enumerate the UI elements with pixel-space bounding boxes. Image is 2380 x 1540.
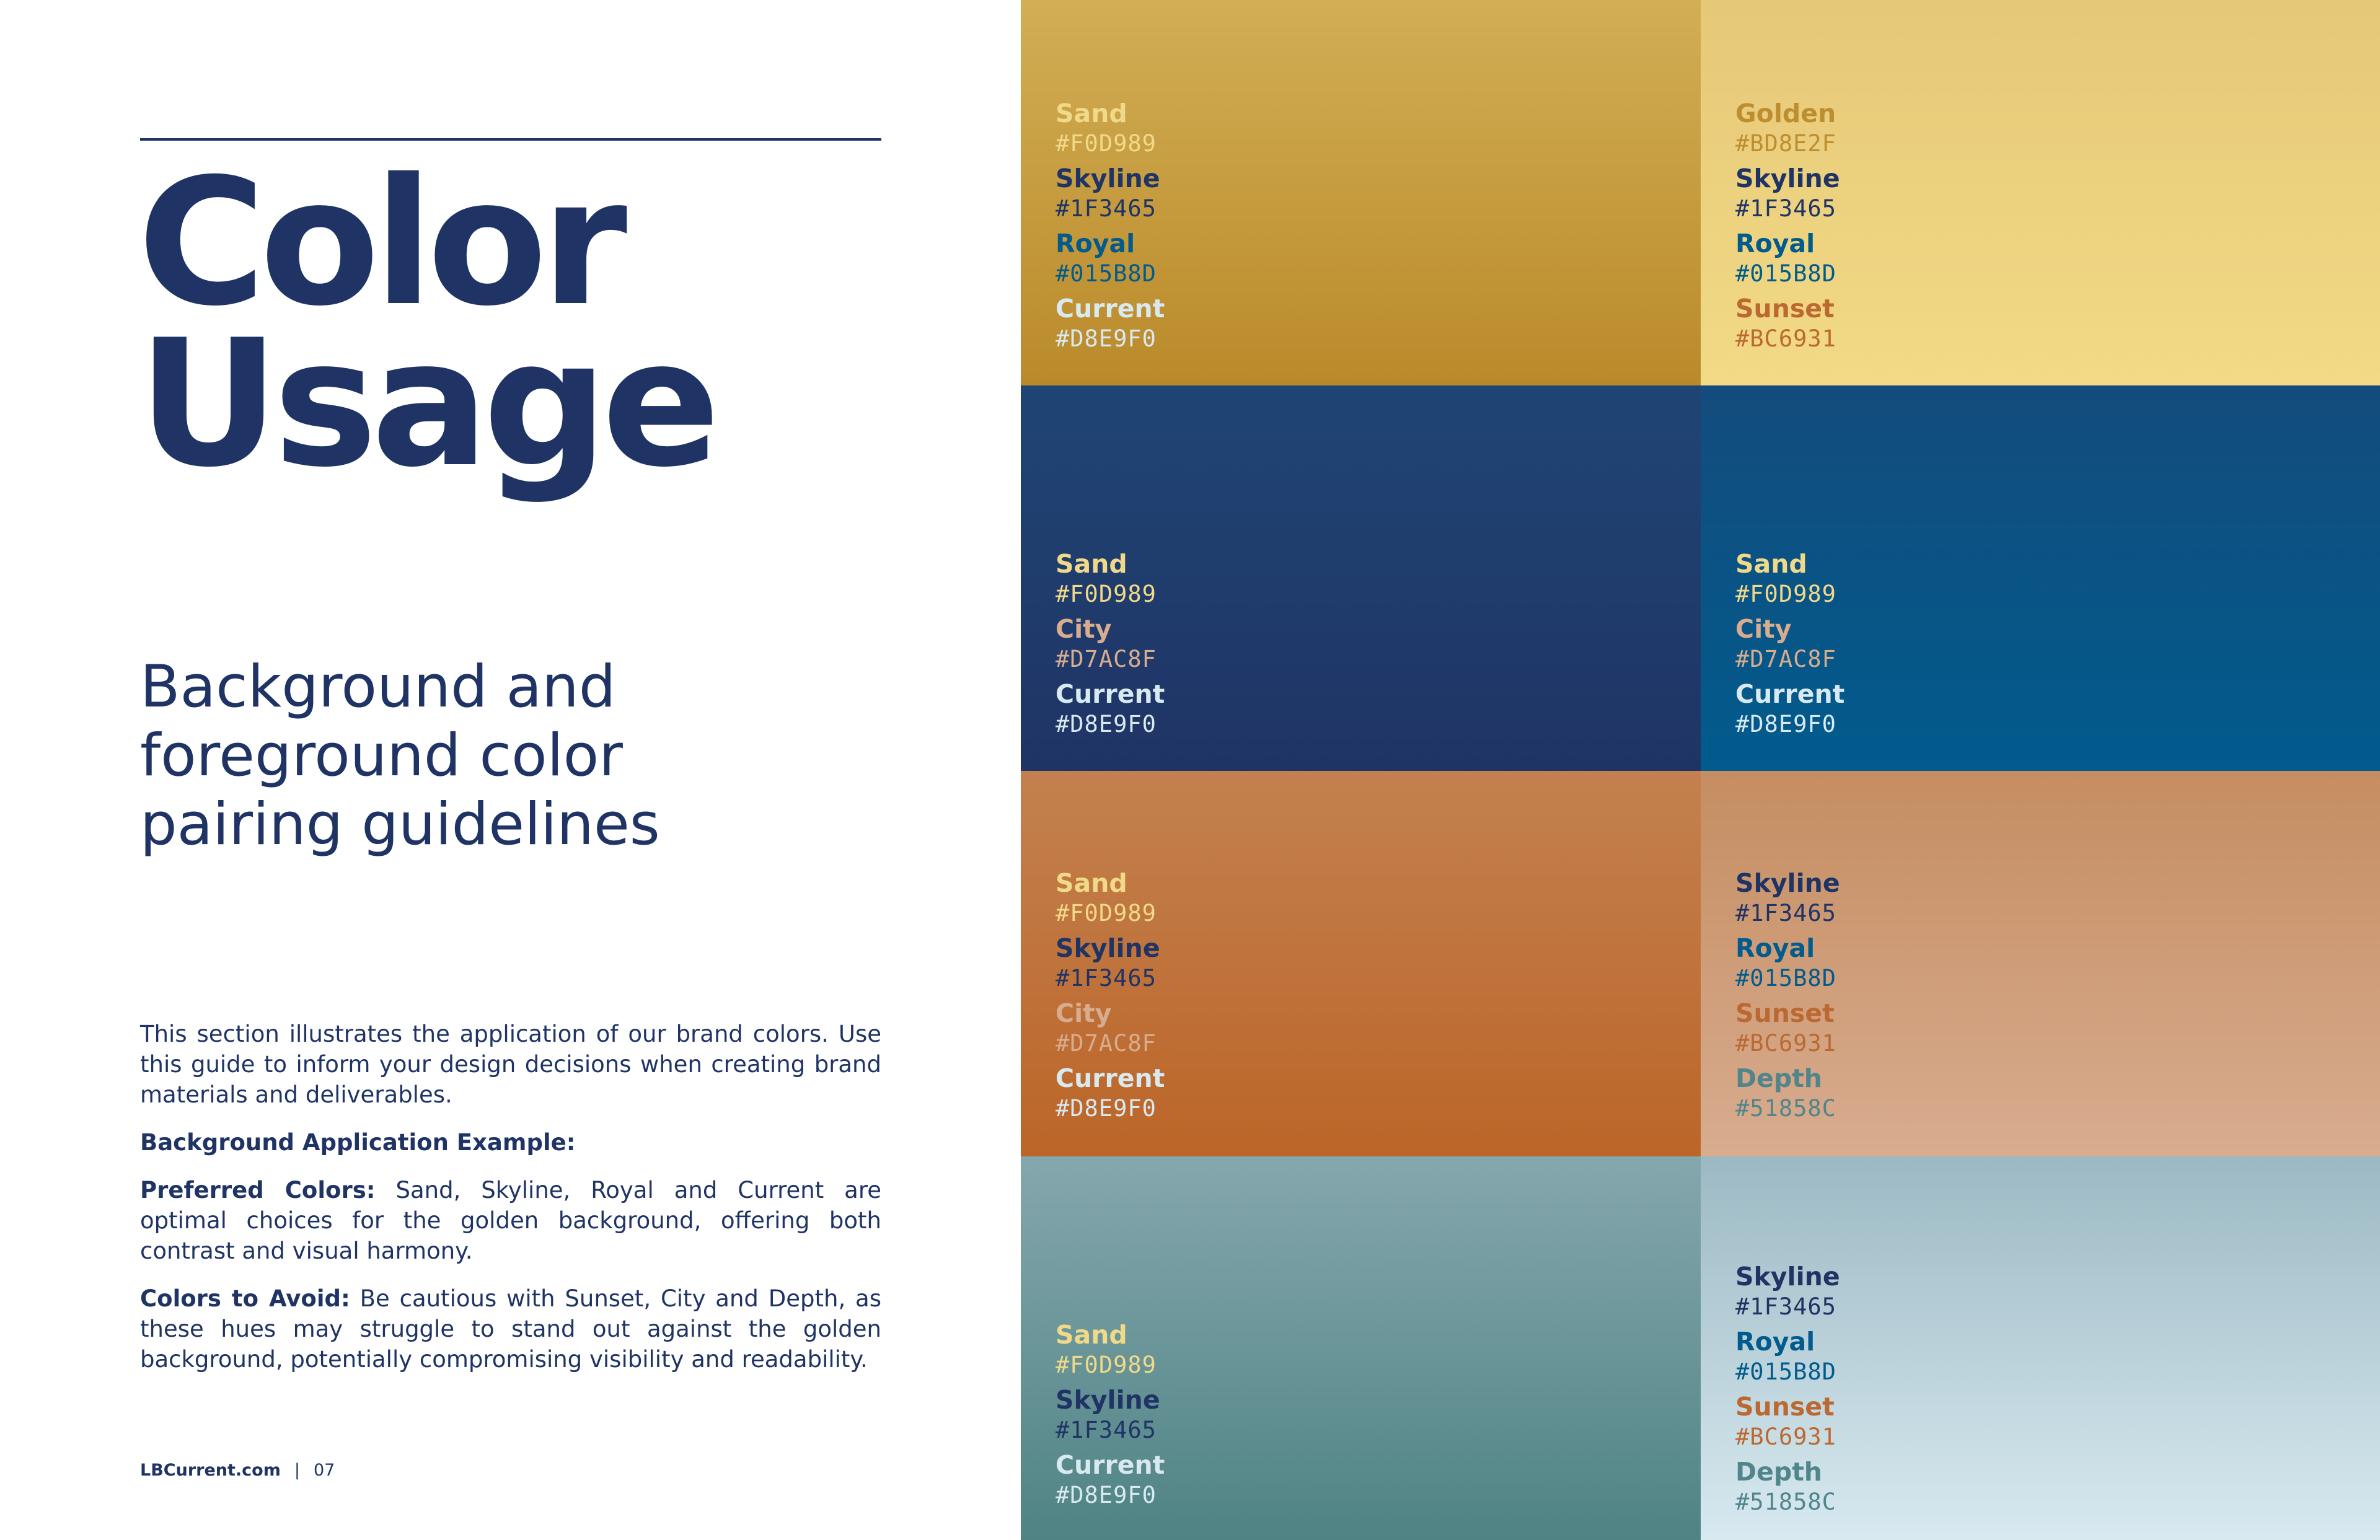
- pairing-item: [1735, 97, 1840, 162]
- footer-site[interactable]: LBCurrent.com: [140, 1461, 281, 1480]
- swatch-golden-background: [1021, 0, 1701, 385]
- swatch-sand-background: [1701, 0, 2380, 385]
- swatch-current-background: [1701, 1156, 2380, 1540]
- pairing-item: [1056, 1384, 1165, 1449]
- pairing-list: [1056, 548, 1165, 743]
- pairing-item: [1735, 227, 1840, 293]
- pairing-item: [1735, 1261, 1840, 1326]
- pairing-item: [1056, 997, 1165, 1062]
- pairing-list: [1735, 867, 1840, 1127]
- pairing-item: [1735, 162, 1840, 227]
- pairing-item: [1735, 867, 1840, 932]
- color-name: City: [1056, 614, 1112, 644]
- color-hex: #BC6931: [1735, 1423, 1836, 1450]
- preferred-text: Sand, Skyline, Royal and Current are optimal choices for the golden background, offering both contrast and visual harmony.: [140, 1177, 881, 1264]
- color-name: Royal: [1735, 1327, 1815, 1357]
- color-hex: #015B8D: [1735, 965, 1836, 992]
- color-name: Royal: [1735, 933, 1815, 963]
- pairing-item: [1056, 1062, 1165, 1127]
- color-name: Current: [1735, 679, 1845, 709]
- color-name: City: [1735, 614, 1792, 644]
- avoid-label: Colors to Avoid:: [140, 1285, 350, 1312]
- pairing-item: [1056, 548, 1165, 613]
- avoid-text: Be cautious with Sunset, City and Depth, as these hues may struggle to stand out against the golden background, potentially compromising visibility and readability.: [140, 1285, 881, 1373]
- color-name: Royal: [1735, 229, 1815, 258]
- color-hex: #1F3465: [1735, 195, 1836, 222]
- pairing-item: [1056, 97, 1165, 162]
- color-hex: #015B8D: [1735, 260, 1836, 287]
- pairing-item: [1735, 293, 1840, 358]
- color-hex: #BD8E2F: [1735, 130, 1836, 157]
- color-name: Sunset: [1735, 998, 1835, 1028]
- pairing-item: [1735, 548, 1844, 613]
- color-name: Sand: [1735, 549, 1807, 579]
- color-hex: #D8E9F0: [1056, 1095, 1157, 1122]
- example-heading: Background Application Example:: [140, 1129, 576, 1156]
- color-name: Depth: [1735, 1063, 1822, 1093]
- footer-separator: |: [294, 1461, 300, 1480]
- color-hex: #BC6931: [1735, 325, 1836, 352]
- page-number: 07: [313, 1461, 335, 1480]
- swatch-sunset-background: [1021, 771, 1701, 1156]
- color-name: City: [1056, 998, 1112, 1028]
- pairing-item: [1735, 932, 1840, 997]
- color-hex: #D8E9F0: [1056, 325, 1157, 352]
- body-text: [140, 1019, 881, 1392]
- preferred-label: Preferred Colors:: [140, 1177, 376, 1203]
- color-hex: #51858C: [1735, 1095, 1836, 1122]
- color-name: Current: [1056, 1450, 1165, 1480]
- color-name: Golden: [1735, 99, 1836, 128]
- color-name: Skyline: [1056, 933, 1160, 963]
- pairing-item: [1735, 613, 1844, 678]
- color-name: Sunset: [1735, 1392, 1835, 1422]
- pairing-item: [1056, 613, 1165, 678]
- color-name: Sand: [1056, 99, 1127, 128]
- color-name: Current: [1056, 294, 1165, 323]
- color-name: Skyline: [1735, 868, 1840, 898]
- pairing-item: [1056, 867, 1165, 932]
- color-hex: #1F3465: [1735, 900, 1836, 926]
- subtitle-line-2: foreground color: [140, 722, 623, 790]
- pairing-item: [1056, 1319, 1165, 1384]
- color-hex: #D7AC8F: [1056, 646, 1157, 672]
- title-line-2: Usage: [138, 302, 715, 506]
- swatch-grid: [1021, 0, 2380, 1540]
- pairing-item: [1735, 1062, 1840, 1127]
- title-line-1: Color: [138, 141, 622, 345]
- pairing-list: [1735, 97, 1840, 358]
- color-name: Sunset: [1735, 294, 1835, 323]
- color-name: Skyline: [1056, 164, 1160, 193]
- color-hex: #1F3465: [1735, 1293, 1836, 1320]
- pairing-item: [1735, 1456, 1840, 1521]
- color-hex: #51858C: [1735, 1489, 1836, 1515]
- color-hex: #D8E9F0: [1056, 1482, 1157, 1508]
- color-hex: #D7AC8F: [1735, 646, 1836, 672]
- color-hex: #BC6931: [1735, 1030, 1836, 1057]
- swatch-royal-background: [1701, 385, 2380, 771]
- color-name: Sand: [1056, 868, 1127, 898]
- color-hex: #015B8D: [1056, 260, 1157, 287]
- pairing-item: [1735, 1326, 1840, 1391]
- subtitle-line-1: Background and: [140, 653, 616, 721]
- color-name: Skyline: [1735, 1262, 1840, 1291]
- pairing-item: [1056, 678, 1165, 743]
- pairing-item: [1056, 932, 1165, 997]
- color-hex: #F0D989: [1056, 581, 1157, 607]
- swatch-depth-background: [1021, 1156, 1701, 1540]
- page-subtitle: [140, 653, 884, 859]
- subtitle-line-3: pairing guidelines: [140, 791, 660, 858]
- pairing-list: [1735, 1261, 1840, 1521]
- color-hex: #D8E9F0: [1735, 711, 1836, 737]
- color-name: Skyline: [1056, 1385, 1160, 1415]
- pairing-list: [1735, 548, 1844, 743]
- color-name: Royal: [1056, 229, 1135, 258]
- color-hex: #1F3465: [1056, 1417, 1157, 1443]
- swatch-city-background: [1701, 771, 2380, 1156]
- color-hex: #F0D989: [1056, 1352, 1157, 1378]
- pairing-item: [1056, 162, 1165, 227]
- color-hex: #015B8D: [1735, 1358, 1836, 1385]
- color-name: Sand: [1056, 1320, 1127, 1350]
- preferred-paragraph: [140, 1175, 881, 1266]
- color-name: Current: [1056, 1063, 1165, 1093]
- swatch-skyline-background: [1021, 385, 1701, 771]
- color-hex: #F0D989: [1056, 900, 1157, 926]
- pairing-list: [1056, 1319, 1165, 1514]
- color-hex: #1F3465: [1056, 965, 1157, 992]
- pairing-item: [1735, 997, 1840, 1062]
- color-hex: #1F3465: [1056, 195, 1157, 222]
- color-name: Sand: [1056, 549, 1127, 579]
- color-name: Skyline: [1735, 164, 1840, 193]
- color-hex: #F0D989: [1056, 130, 1157, 157]
- pairing-list: [1056, 867, 1165, 1127]
- pairing-item: [1735, 1391, 1840, 1456]
- page-title: [138, 141, 943, 506]
- color-name: Current: [1056, 679, 1165, 709]
- pairing-item: [1735, 678, 1844, 743]
- avoid-paragraph: [140, 1283, 881, 1375]
- color-hex: #D8E9F0: [1056, 711, 1157, 737]
- footer: [140, 1461, 335, 1480]
- color-name: Depth: [1735, 1457, 1822, 1487]
- pairing-item: [1056, 293, 1165, 358]
- pairing-list: [1056, 97, 1165, 358]
- pairing-item: [1056, 1449, 1165, 1514]
- color-hex: #D7AC8F: [1056, 1030, 1157, 1057]
- intro-paragraph: This section illustrates the application of our brand colors. Use this guide to inform your design decisions when creating brand materials and deliverables.: [140, 1021, 881, 1108]
- color-hex: #F0D989: [1735, 581, 1836, 607]
- intro-panel: [0, 0, 1021, 1540]
- pairing-item: [1056, 227, 1165, 293]
